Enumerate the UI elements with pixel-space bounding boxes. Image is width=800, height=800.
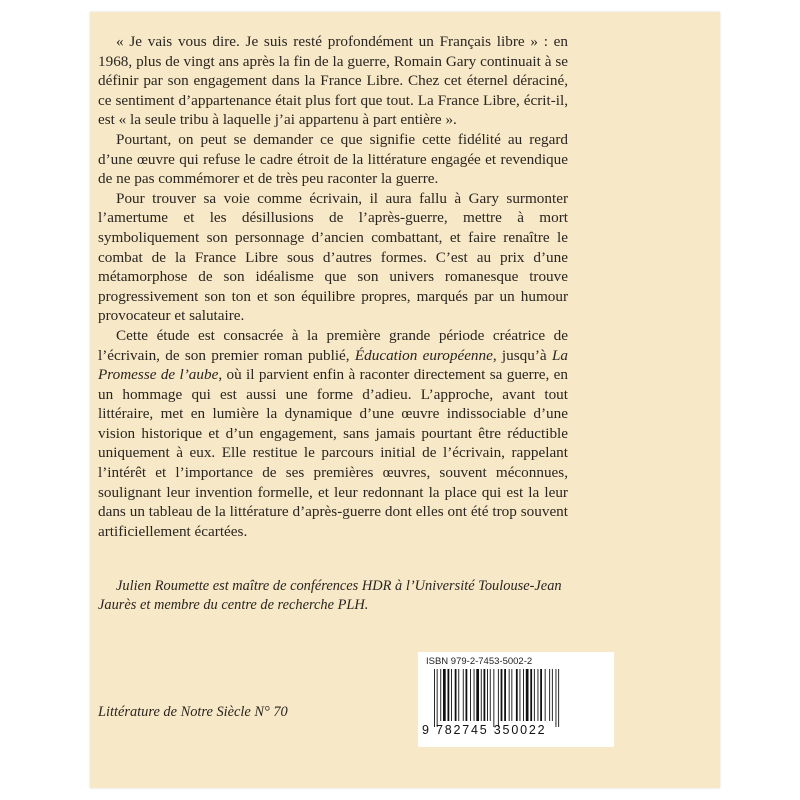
barcode-bar [434, 669, 435, 727]
barcode-icon [432, 669, 604, 727]
barcode-bar [501, 669, 503, 721]
barcode-digits: 9 782745 350022 [422, 723, 547, 737]
barcode-bar [458, 669, 459, 721]
barcode-bar [466, 669, 468, 721]
barcode-bar [448, 669, 450, 721]
barcode-bar [481, 669, 482, 721]
barcode-bar [476, 669, 479, 721]
barcode-bar [437, 669, 438, 727]
barcode-bar [474, 669, 475, 721]
paragraph-4 [98, 326, 568, 542]
barcode-bar [490, 669, 491, 721]
book-title-education-europeenne: Éducation européenne [354, 346, 493, 364]
barcode-bar [484, 669, 486, 721]
barcode-bar [440, 669, 441, 721]
barcode-bar [540, 669, 542, 721]
blurb-text [98, 32, 568, 541]
barcode-bar [443, 669, 446, 721]
barcode-bar [545, 669, 546, 721]
barcode-bar [558, 669, 559, 727]
barcode-bar [455, 669, 457, 721]
paragraph-4-part-1: Cette étude est consacrée à la première grande période créatrice de l’écrivain, de son premier roman publié, [98, 326, 568, 364]
isbn-label: ISBN 979-2-7453-5002-2 [426, 656, 533, 667]
paragraph-2: Pourtant, on peut se demander ce que signifie cette fidélité au regard d’une œuvre qui refuse le cadre étroit de la littérature engagée et revendique de ne pas commémorer et de très peu raconter la guerre. [98, 130, 568, 188]
barcode-bar [516, 669, 518, 721]
barcode-bar [538, 669, 539, 721]
paragraph-3: Pour trouver sa voie comme écrivain, il aura fallu à Gary surmonter l’amertume et les désillusions de l’après-guerre, mettre à mort symboliquement son personnage d’ancien combattant, et faire renaître le combat de la France Libre sous d’autres formes. C’est au prix d’une métamorphose de son idéalisme que son univers romanesque trouve progressivement son ton et son équilibre propres, marqués par un humour provocateur et salutaire. [98, 189, 568, 325]
barcode-bar [451, 669, 452, 721]
barcode-bar [498, 669, 499, 727]
series-line: Littérature de Notre Siècle N° 70 [98, 704, 288, 720]
barcode-bar [487, 669, 488, 721]
barcode-bar [511, 669, 512, 721]
barcode-bar [504, 669, 506, 721]
barcode-bar [493, 669, 494, 727]
book-title-promesse-de-l-aube: La Promesse de l’aube [98, 346, 568, 384]
barcode-bar [463, 669, 464, 721]
barcode-bar [520, 669, 521, 721]
paragraph-4-part-2: , jusqu’à [492, 346, 552, 364]
author-note: Julien Roumette est maître de conférences HDR à l’Université Toulouse-Jean Jaurès et membre du centre de recherche PLH. [98, 578, 562, 613]
barcode-bar [523, 669, 524, 721]
barcode-bar [526, 669, 529, 721]
paragraph-1: « Je vais vous dire. Je suis resté profondément un Français libre » : en 1968, plus de vingt ans après la fin de la guerre, Romain Gary continuait à se définir par son engagement dans la France Libre. Chez cet éternel déraciné, ce sentiment d’appartenance était plus fort que tout. La France Libre, écrit-il, est « la seule tribu à laquelle j’ai appartenu à part entière ». [98, 33, 568, 129]
paragraph-4-part-3: , où il parvient enfin à raconter directement sa guerre, en un hommage qui est aussi une forme d’adieu. L’approche, avant tout littéraire, met en lumière la dynamique d’une œuvre indissociable d’une vision historique et d’un engagement, sans jamais pourtant être réductible uniquement à eux. Elle restitue le parcours initial de l’écrivain, rappelant l’intérêt et l’importance de ses premières œuvres, souvent méconnues, soulignant leur invention formelle, et leur redonnant la place qui est la leur dans un tableau de la littérature d’après-guerre dont elles ont été trop souvent artificiellement écartées. [98, 366, 569, 540]
barcode-bar [549, 669, 550, 721]
barcode-bar [470, 669, 471, 721]
barcode-bar [552, 669, 553, 721]
isbn-barcode [418, 652, 614, 747]
barcode-bar [534, 669, 535, 721]
barcode-bar [530, 669, 532, 721]
barcode-bar [509, 669, 510, 721]
barcode-bar [556, 669, 557, 727]
